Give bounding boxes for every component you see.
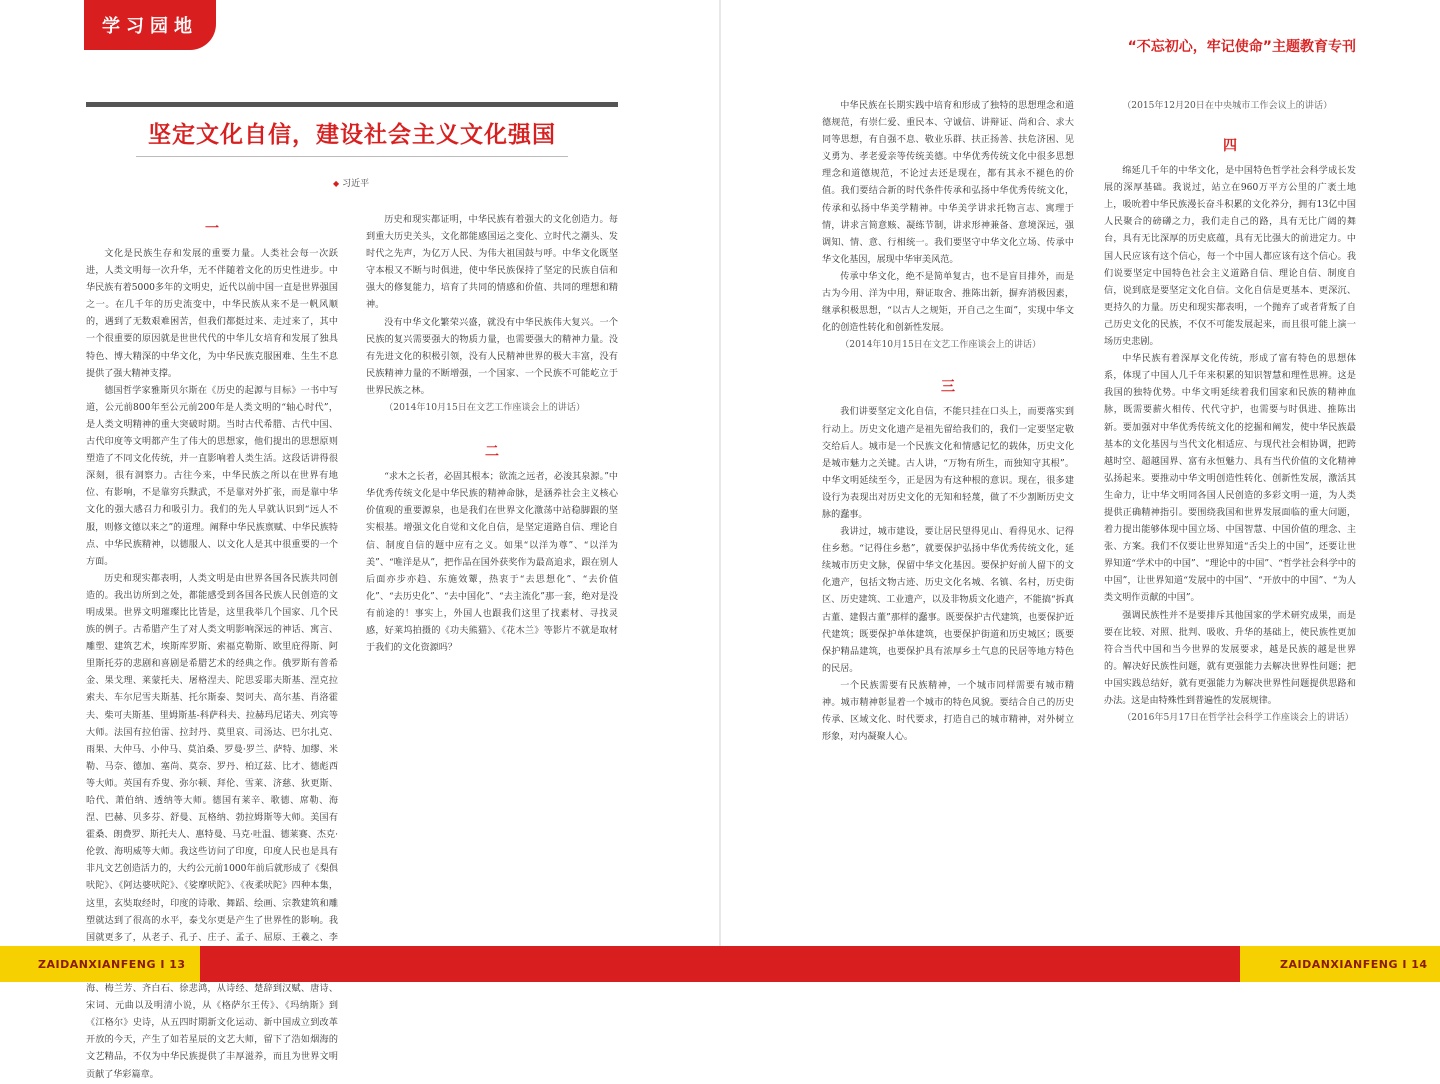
right-page bbox=[720, 0, 1440, 982]
paragraph: 我讲过，城市建设，要让居民望得见山、看得见水、记得住乡愁。“记得住乡愁”，就要保护弘扬中华优秀传统文化，延续城市历史文脉，保留中华文化基因。要保护好前人留下的文化遗产，包括文物古迹、历史文化名城、名镇、名村，历史街区、历史建筑、工业遗产，以及非物质文化遗产，不能搞“拆真古董、建假古董”那样的蠢事。既要保护古代建筑，也要保护近代建筑；既要保护单体建筑，也要保护街道和历史城区；既要保护精品建筑，也要保护具有浓厚乡土气息的民居等地方特色的民居。 bbox=[822, 527, 1074, 674]
paragraph: 没有中华文化繁荣兴盛，就没有中华民族伟大复兴。一个民族的复兴需要强大的物质力量，也需要强大的精神力量。没有先进文化的积极引领，没有人民精神世界的极大丰富，没有民族精神力量的不断增强，一个国家、一个民族不可能屹立于世界民族之林。 bbox=[366, 317, 618, 396]
section-number: 三 bbox=[941, 379, 955, 396]
citation: （2014年10月15日在文艺工作座谈会上的讲话） bbox=[384, 403, 586, 414]
text-column-3 bbox=[822, 98, 1074, 904]
text-column-2 bbox=[366, 212, 618, 914]
paragraph: 历史和现实都表明，人类文明是由世界各国各民族共同创造的。我出访所到之处，都能感受到各国各民族人民创造的文明成果。世界文明璀璨比比皆是，这里我举几个国家、几个民族的例子。古希腊产生了对人类文明影响深远的神话、寓言、雕塑、建筑艺术，埃斯库罗斯、索福克勒斯、欧里庇得斯、阿里斯托芬的悲剧和喜剧是希腊艺术的经典之作。俄罗斯有普希金、果戈理、莱蒙托夫、屠格涅夫、陀思妥耶夫斯基、涅克拉索夫、车尔尼雪夫斯基、托尔斯泰、契诃夫、高尔基、肖洛霍夫、柴可夫斯基、里姆斯基-科萨科夫、拉赫玛尼诺夫、列宾等大师。法国有拉伯雷、拉封丹、莫里哀、司汤达、巴尔扎克、雨果、大仲马、小仲马、莫泊桑、罗曼·罗兰、萨特、加缪、米勒、马奈、德加、塞尚、莫奈、罗丹、柏辽兹、比才、德彪西等大师。英国有乔叟、弥尔顿、拜伦、雪莱、济慈、狄更斯、哈代、萧伯纳、透纳等大师。德国有莱辛、歌德、席勒、海涅、巴赫、贝多芬、舒曼、瓦格纳、勃拉姆斯等大师。美国有霍桑、朗费罗、斯托夫人、惠特曼、马克·吐温、德莱赛、杰克·伦敦、海明威等大师。我这些访问了印度，印度人民也是具有非凡文艺创造活力的，大约公元前1000年前后就形成了《梨俱吠陀》、《阿达婆吠陀》、《娑摩吠陀》、《夜柔吠陀》四种本集，这里，玄奘取经时，印度的诗歌、舞蹈、绘画、宗教建筑和雕塑就达到了很高的水平，泰戈尔更是产生了世界性的影响。我国就更多了，从老子、孔子、庄子、孟子、屈原、王羲之、李 海、梅兰芳、齐白石、徐悲鸿，从诗经、楚辞到汉赋、唐诗、宋词、元曲以及明清小说，从《格萨尔王传》、《玛纳斯》到《江格尔》史诗，从五四时期新文化运动、新中国成立到改革开放的今天，产生了如若星辰的文艺大师，留下了浩如烟海的文艺精品，不仅为中华民族提供了丰厚滋养，而且为世界文明贡献了华彩篇章。 bbox=[86, 573, 338, 1080]
paragraph: “求木之长者，必固其根本；欲流之远者，必浚其泉源。”中华优秀传统文化是中华民族的精神命脉，是涵养社会主义核心价值观的重要源泉，也是我们在世界文化激荡中站稳脚跟的坚实根基。增强文化自觉和文化自信，是坚定道路自信、理论自信、制度自信的题中应有之义。如果“以洋为尊”、“以洋为美”、“唯洋是从”，把作品在国外获奖作为最高追求，跟在别人后面亦步亦趋、东施效颦，热衷于“去思想化”、“去价值化”、“去历史化”、“去中国化”、“去主流化”那一套，绝对是没有前途的！事实上，外国人也跟我们这里了找素材、寻找灵感，好莱坞拍摄的《功夫熊猫》、《花木兰》等影片不就是取材于我们的文化资源吗？ bbox=[366, 472, 618, 654]
author-name: 习近平 bbox=[342, 179, 370, 189]
section-tag-label: 学习园地 bbox=[102, 16, 198, 37]
article-title: 坚定文化自信，建设社会主义文化强国 bbox=[148, 121, 556, 148]
paragraph: 中华民族在长期实践中培育和形成了独特的思想理念和道德规范，有崇仁爱、重民本、守诚信、讲辩证、尚和合、求大同等思想，有自强不息、敬业乐群、扶正扬善、扶危济困、见义勇为、孝老爱亲等传统美德。中华优秀传统文化中很多思想理念和道德规范，不论过去还是现在，都有其永不褪色的价值。我们要结合新的时代条件传承和弘扬中华优秀传统文化，传承和弘扬中华美学精神。中华美学讲求托物言志、寓理于情，讲求言简意赅、凝练节制，讲求形神兼备、意境深远，强调知、情、意、行相统一。我们要坚守中华文化立场、传承中华文化基因，展现中华审美风范。 bbox=[822, 101, 1074, 265]
paragraph: 历史和现实都证明，中华民族有着强大的文化创造力。每到重大历史关头，文化都能感国运之变化、立时代之潮头、发时代之先声，为亿万人民、为伟大祖国鼓与呼。中华文化既坚守本根又不断与时俱进，使中华民族保持了坚定的民族自信和强大的修复能力，培育了共同的情感和价值、共同的理想和精神。 bbox=[366, 215, 618, 311]
title-rule bbox=[86, 102, 618, 107]
citation: （2016年5月17日在哲学社会科学工作座谈会上的讲话） bbox=[1122, 713, 1354, 724]
section-number: 四 bbox=[1223, 138, 1237, 155]
paragraph: 绵延几千年的中华文化，是中国特色哲学社会科学成长发展的深厚基础。我说过，站立在960万平方公里的广袤土地上，吸吮着中华民族漫长奋斗积累的文化养分，拥有13亿中国人民聚合的磅礴之力，我们走自己的路，具有无比广阔的舞台，具有无比深厚的历史底蕴，具有无比强大的前进定力。中国人民应该有这个信心，每一个中国人都应该有这个信心。我们说要坚定中国特色社会主义道路自信、理论自信、制度自信，说到底是要坚定文化自信。文化自信是更基本、更深沉、更持久的力量。历史和现实都表明，一个抛弃了或者背叛了自己历史文化的民族，不仅不可能发展起来，而且很可能上演一场历史悲剧。 bbox=[1104, 166, 1356, 348]
footer-bar-center bbox=[200, 946, 1240, 982]
author-line bbox=[333, 176, 369, 189]
left-page bbox=[0, 0, 720, 1080]
paragraph: 德国哲学家雅斯贝尔斯在《历史的起源与目标》一书中写道，公元前800年至公元前200年是人类文明的“轴心时代”，是人类文明精神的重大突破时期。当时古代希腊、古代中国、古代印度等文明都产生了伟大的思想家，他们提出的思想原则塑造了不同文化传统，并一直影响着人类生活。这段话讲得很深刻，很有洞察力。古往今来，中华民族之所以在世界有地位、有影响，不是靠穷兵黩武，不是靠对外扩张，而是靠中华文化的强大感召力和吸引力。我们的先人早就认识到“远人不服，则修文德以来之”的道理。阐释中华民族禀赋、中华民族特点、中华民族精神，以德服人、以文化人是其中很重要的一个方面。 bbox=[86, 385, 338, 567]
special-issue-title: “不忘初心，牢记使命”主题教育专刊 bbox=[1127, 39, 1356, 55]
section-number: 二 bbox=[485, 444, 499, 461]
citation: （2014年10月15日在文艺工作座谈会上的讲话） bbox=[840, 340, 1042, 351]
citation: （2015年12月20日在中央城市工作会议上的讲话） bbox=[1122, 101, 1333, 111]
paragraph: 传承中华文化，绝不是简单复古，也不是盲目排外，而是古为今用、洋为中用，辩证取舍、推陈出新，摒弃消极因素，继承积极思想，“以古人之规矩，开自己之生面”，实现中华文化的创造性转化和创新性发展。 bbox=[822, 271, 1074, 334]
page-number-right: ZAIDANXIANFENG I 14 bbox=[1280, 958, 1428, 971]
paragraph: 一个民族需要有民族精神，一个城市同样需要有城市精神。城市精神彰显着一个城市的特色风貌。要结合自己的历史传承、区域文化、时代要求，打造自己的城市精神，对外树立形象，对内凝聚人心。 bbox=[822, 680, 1074, 743]
paragraph: 我们讲要坚定文化自信，不能只挂在口头上，而要落实到行动上。历史文化遗产是祖先留给我们的，我们一定要坚定敬交给后人。城市是一个民族文化和情感记忆的载体，历史文化是城市魅力之关键。古人讲，“万物有所生，而独知守其根”。中华文明延续至今，正是因为有这种根的意识。现在，很多建设行为表现出对历史文化的无知和轻蔑，做了不少割断历史文脉的蠢事。 bbox=[822, 407, 1074, 520]
diamond-icon: ◆ bbox=[333, 179, 340, 188]
page-number-left: ZAIDANXIANFENG I 13 bbox=[38, 958, 186, 971]
text-column-4 bbox=[1104, 98, 1356, 904]
paragraph: 文化是民族生存和发展的重要力量。人类社会每一次跃进，人类文明每一次升华，无不伴随着文化的历史性进步。中华民族有着5000多年的文明史，近代以前中国一直是世界强国之一。在几千年的历史流变中，中华民族从来不是一帆风顺的，遇到了无数艰难困苦，但我们都挺过来、走过来了，其中一个很重要的原因就是世世代代的中华儿女培育和发展了独具特色、博大精深的中华文化，为中华民族克服困难、生生不息提供了强大精神支撑。 bbox=[86, 249, 338, 379]
paragraph: 强调民族性并不是要排斥其他国家的学术研究成果，而是要在比较、对照、批判、吸收、升华的基础上，使民族性更加符合当代中国和当今世界的发展要求，越是民族的越是世界的。解决好民族性问题，就有更强能力去解决世界性问题；把中国实践总结好，就有更强能力为解决世界性问题提供思路和办法。这是由特殊性到普遍性的发展规律。 bbox=[1104, 610, 1356, 706]
paragraph: 中华民族有着深厚文化传统，形成了富有特色的思想体系，体现了中国人几千年来积累的知识智慧和理性思辨。这是我国的独特优势。中华文明延续着我们国家和民族的精神血脉，既需要薪火相传、代代守护，也需要与时俱进、推陈出新。要加强对中华优秀传统文化的挖掘和阐发，使中华民族最基本的文化基因与当代文化相适应、与现代社会相协调，把跨越时空、超越国界、富有永恒魅力、具有当代价值的文化精神弘扬起来。要推动中华文明创造性转化、创新性发展，激活其生命力，让中华文明同各国人民创造的多彩文明一道，为人类提供正确精神指引。要围绕我国和世界发展面临的重大问题，着力提出能够体现中国立场、中国智慧、中国价值的理念、主张、方案。我们不仅要让世界知道“舌尖上的中国”，还要让世界知道“学术中的中国”、“理论中的中国”、“哲学社会科学中的中国”，让世界知道“发展中的中国”、“开放中的中国”、“为人类文明作贡献的中国”。 bbox=[1104, 354, 1356, 604]
section-tag bbox=[84, 0, 216, 50]
section-number: 一 bbox=[205, 221, 219, 237]
title-underline bbox=[136, 156, 568, 157]
